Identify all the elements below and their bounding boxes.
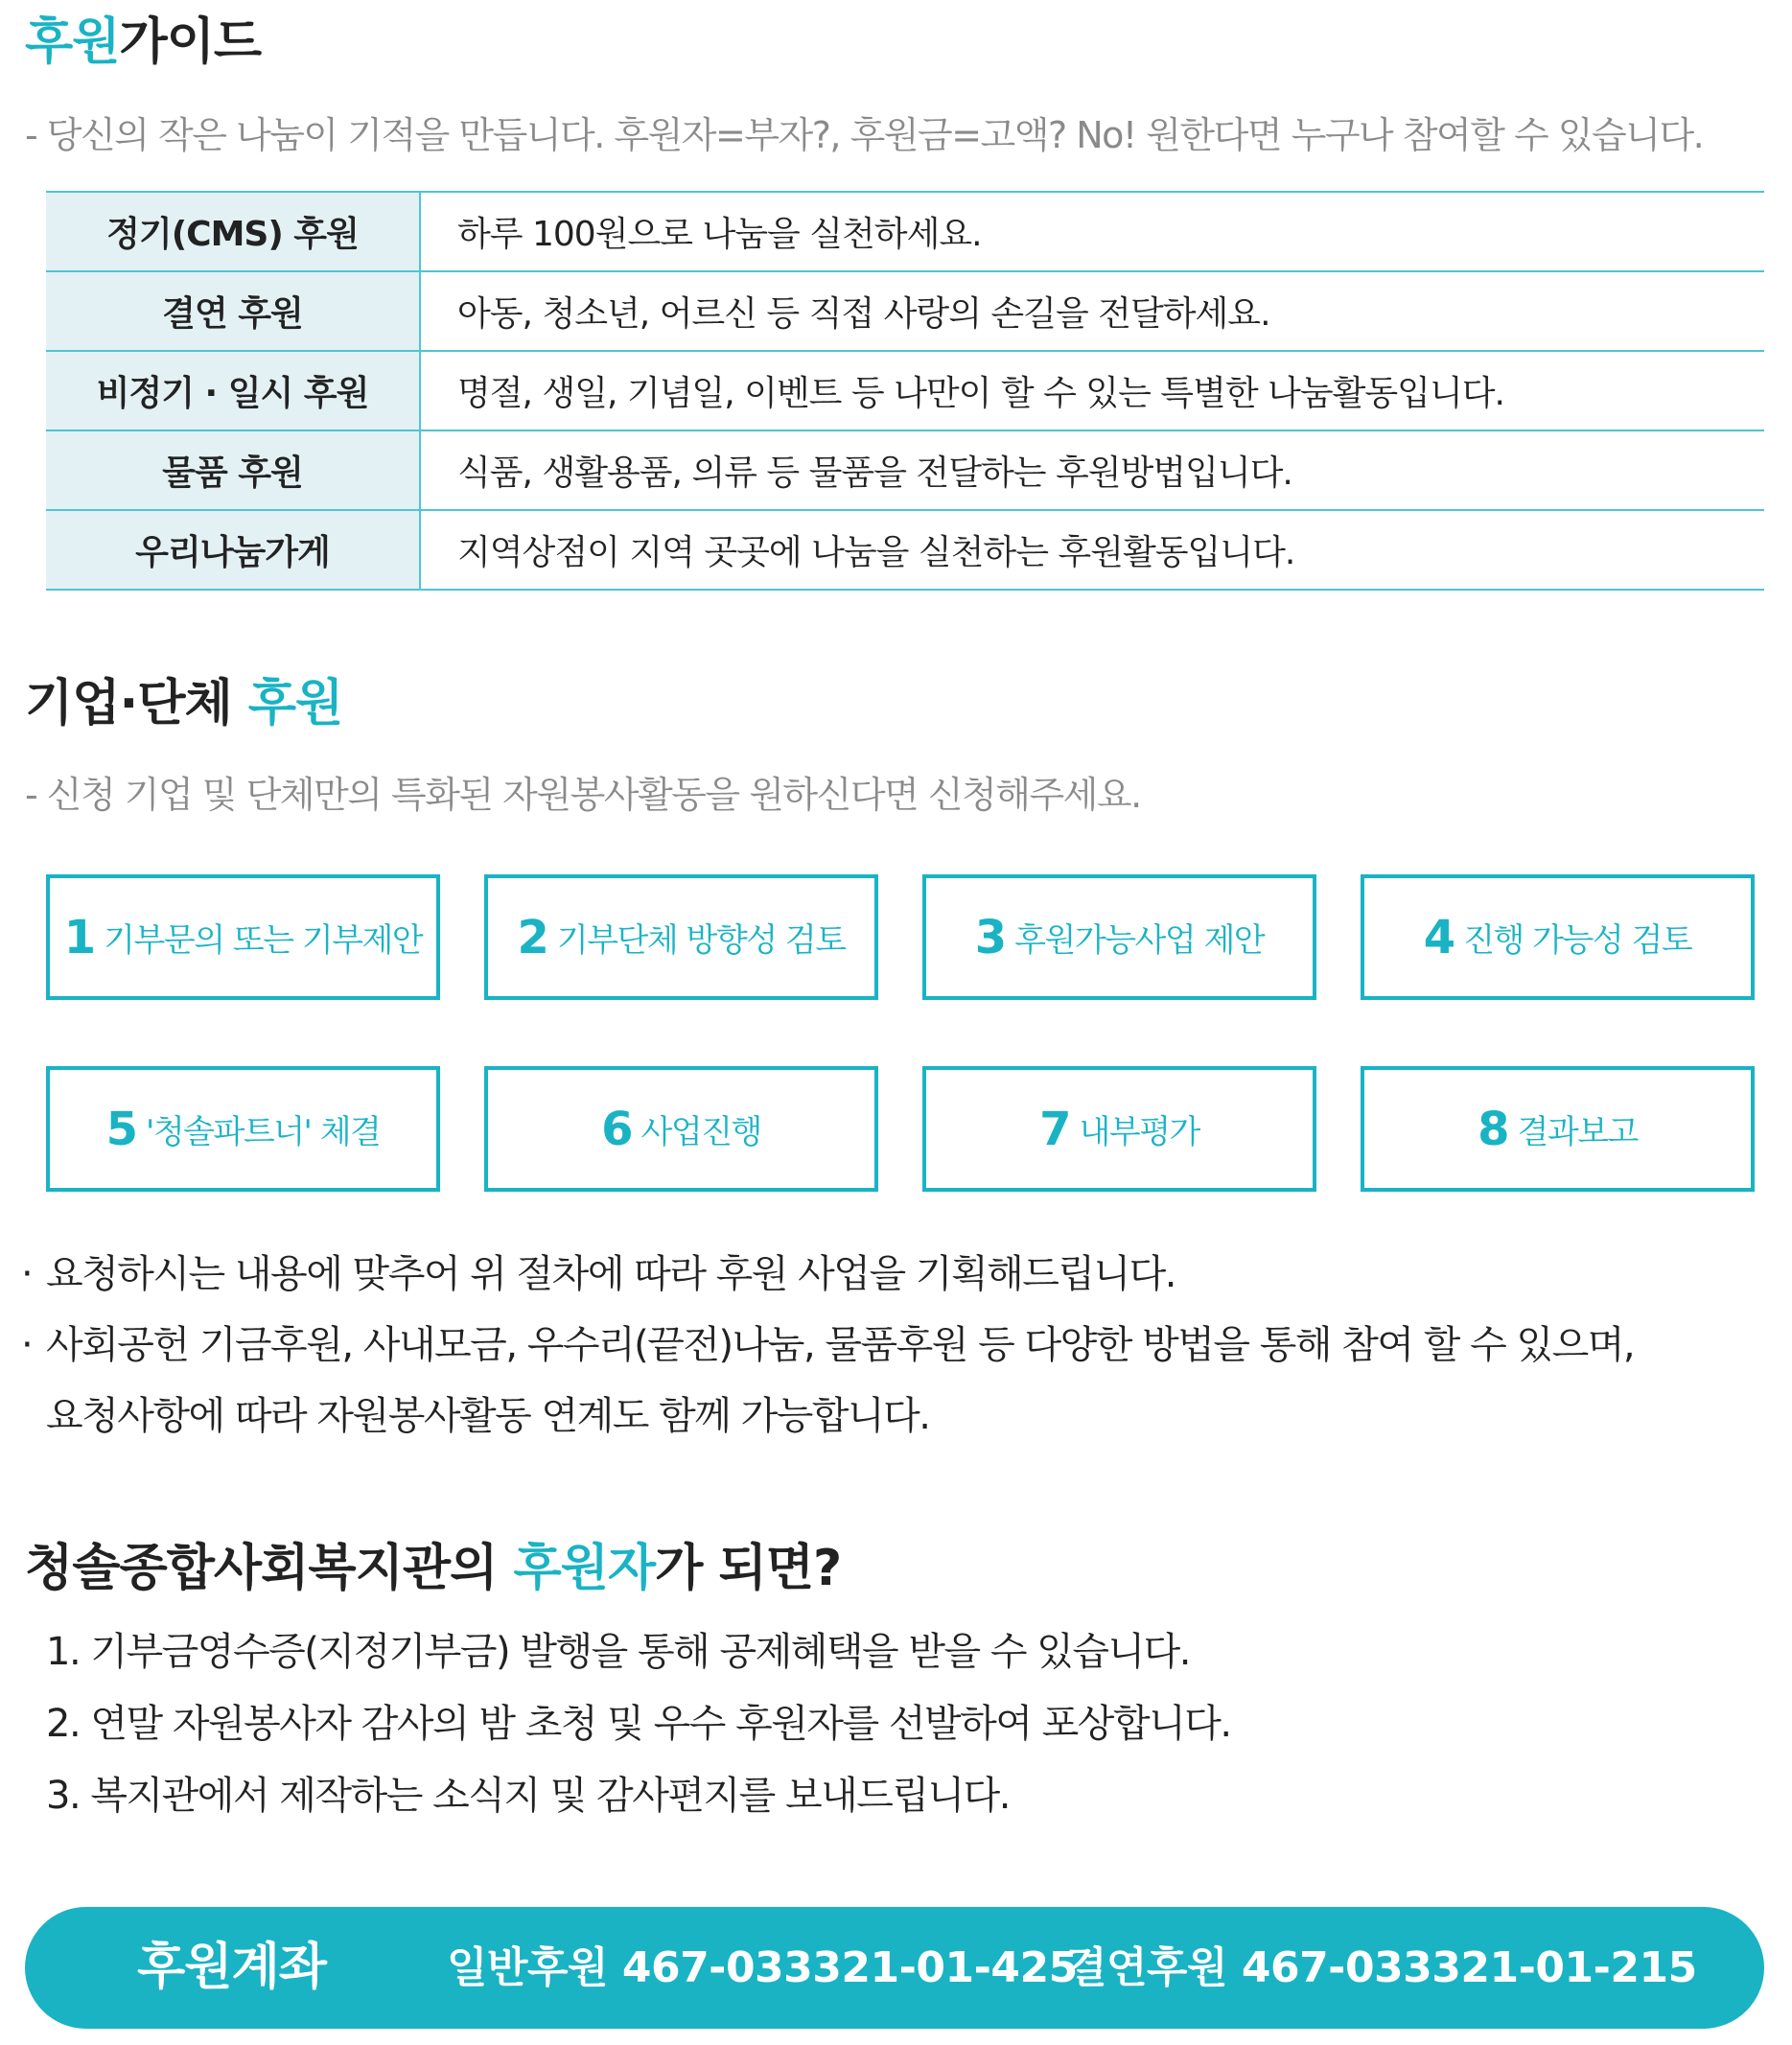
process-step-3: [922, 874, 1316, 1000]
process-step-5: [46, 1066, 440, 1192]
corporate-notes: [21, 1239, 1634, 1452]
list-item: [21, 1310, 1634, 1452]
step-number: 4: [1423, 910, 1456, 964]
process-step-2: [484, 874, 878, 1000]
step-label: '청솔파트너' 체결: [145, 1113, 381, 1151]
benefits-title-accent: 후원자: [513, 1540, 656, 1597]
process-step-1: [46, 874, 440, 1000]
step-number: 2: [517, 910, 549, 964]
guide-title-accent: 후원: [25, 13, 120, 71]
table-row: [46, 192, 1764, 271]
note-text: 요청하시는 내용에 맞추어 위 절차에 따라 후원 사업을 기획해드립니다.: [46, 1252, 1175, 1296]
note-text: 사회공헌 기금후원, 사내모금, 우수리(끝전)나눔, 물품후원 등 다양한 방법을 통해 참여 할 수 있으며,: [46, 1323, 1635, 1367]
row-desc: 하루 100원으로 나눔을 실천하세요.: [420, 192, 1764, 271]
step-number: 3: [974, 910, 1008, 964]
step-label: 결과보고: [1517, 1113, 1638, 1151]
table-row: [46, 430, 1764, 510]
process-step-8: [1361, 1066, 1755, 1192]
row-head: 비정기 · 일시 후원: [46, 351, 420, 430]
list-item: [21, 1239, 1634, 1310]
row-head: 정기(CMS) 후원: [46, 192, 420, 271]
account-label: 후원계좌: [137, 1939, 326, 1996]
account-banner: [25, 1907, 1764, 2029]
process-step-7: [922, 1066, 1316, 1192]
list-item: 2. 연말 자원봉사자 감사의 밤 초청 및 우수 후원자를 선발하여 포상합니다.: [46, 1702, 1231, 1746]
note-text-continued: 요청사항에 따라 자원봉사활동 연계도 함께 가능합니다.: [46, 1394, 930, 1438]
step-number: 1: [63, 910, 97, 964]
list-item: 3. 복지관에서 제작하는 소식지 및 감사편지를 보내드립니다.: [46, 1774, 1011, 1818]
row-desc: 아동, 청소년, 어르신 등 직접 사랑의 손길을 전달하세요.: [420, 271, 1764, 351]
process-step-4: [1361, 874, 1755, 1000]
benefits-title: [25, 1540, 842, 1597]
corporate-title-accent: 후원: [247, 675, 343, 732]
guide-subtitle: - 당신의 작은 나눔이 기적을 만듭니다. 후원자=부자?, 후원금=고액? No! 원한다면 누구나 참여할 수 있습니다.: [25, 114, 1704, 156]
corporate-subtitle: - 신청 기업 및 단체만의 특화된 자원봉사활동을 원하신다면 신청해주세요.: [25, 774, 1141, 816]
general-account: 일반후원 467-033321-01-425: [447, 1943, 1078, 1992]
row-head: 우리나눔가게: [46, 510, 420, 590]
table-row: [46, 351, 1764, 430]
step-label: 사업진행: [640, 1113, 761, 1151]
process-step-6: [484, 1066, 878, 1192]
benefits-list: [46, 1616, 1231, 1832]
guide-table: [46, 191, 1764, 591]
row-desc: 지역상점이 지역 곳곳에 나눔을 실천하는 후원활동입니다.: [420, 510, 1764, 590]
row-head: 물품 후원: [46, 430, 420, 510]
table-row: [46, 510, 1764, 590]
step-label: 내부평가: [1079, 1113, 1199, 1151]
benefits-title-after: 가 되면?: [655, 1540, 842, 1597]
table-row: [46, 271, 1764, 351]
row-desc: 명절, 생일, 기념일, 이벤트 등 나만이 할 수 있는 특별한 나눔활동입니다.: [420, 351, 1764, 430]
guide-title-rest: 가이드: [119, 13, 262, 71]
corporate-title-rest: 기업·단체: [25, 675, 248, 732]
row-head: 결연 후원: [46, 271, 420, 351]
step-number: 5: [105, 1102, 138, 1156]
benefits-title-before: 청솔종합사회복지관의: [25, 1540, 514, 1597]
corporate-title: [25, 675, 343, 732]
step-number: 6: [601, 1102, 634, 1156]
sponsorship-account: 결연후원 467-033321-01-215: [1066, 1943, 1697, 1992]
step-label: 진행 가능성 검토: [1463, 921, 1692, 960]
step-label: 기부단체 방향성 검토: [556, 921, 846, 960]
step-number: 7: [1039, 1102, 1072, 1156]
guide-title: [25, 13, 262, 71]
list-item: 1. 기부금영수증(지정기부금) 발행을 통해 공제혜택을 받을 수 있습니다.: [46, 1630, 1191, 1674]
step-number: 8: [1478, 1102, 1510, 1156]
step-label: 기부문의 또는 기부제안: [104, 921, 423, 960]
step-label: 후원가능사업 제안: [1014, 921, 1265, 960]
row-desc: 식품, 생활용품, 의류 등 물품을 전달하는 후원방법입니다.: [420, 430, 1764, 510]
